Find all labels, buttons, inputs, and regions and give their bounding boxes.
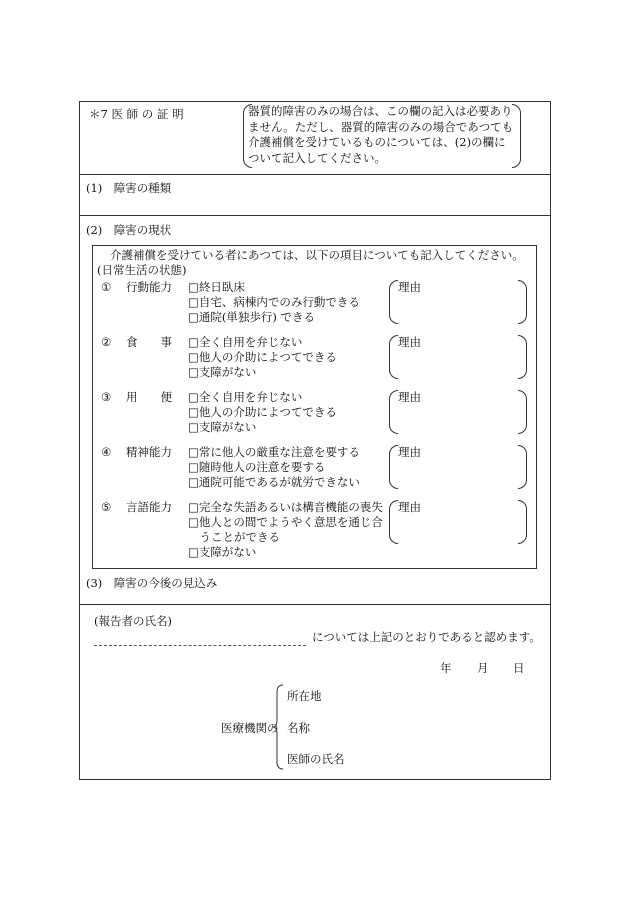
option-continuation: うことができる [188, 530, 280, 544]
reason-bracket-right [518, 445, 527, 489]
category-row [93, 445, 538, 505]
category-number: ④ [101, 445, 112, 459]
divider [80, 174, 550, 175]
date-month: 月 [477, 661, 489, 675]
field-doctor-name-label: 医師の氏名 [287, 752, 345, 766]
category-number: ① [101, 280, 112, 294]
reason-bracket-left [389, 500, 398, 544]
note-text: 器質的障害のみの場合は、この欄の記入は必要ありません。ただし、器質的障害のみの場合であつても介護補償を受けているものについては、(2)の欄について記入してください。 [248, 104, 514, 165]
option-checkbox[interactable]: □他人との間でようやく意思を通じ合 [188, 515, 383, 529]
option-checkbox[interactable]: □支障がない [188, 545, 257, 559]
institution-label: 医療機関の [221, 721, 279, 735]
reason-bracket-left [389, 390, 398, 434]
item-1-label: (1) 障害の種類 [86, 181, 172, 195]
divider [80, 604, 550, 605]
category-number: ② [101, 335, 112, 349]
field-address-label: 所在地 [287, 689, 322, 703]
category-row [93, 500, 538, 566]
certification-statement: については上記のとおりであると認めます。 [312, 630, 541, 644]
option-checkbox[interactable]: □完全な失語あるいは構音機能の喪失 [188, 500, 383, 514]
reason-label: 理由 [398, 280, 421, 294]
subheading: (日常生活の状態) [97, 263, 187, 277]
category-number: ③ [101, 390, 112, 404]
reason-bracket-right [518, 335, 527, 379]
reporter-name-line[interactable] [94, 645, 306, 646]
category-row [93, 335, 538, 395]
institution-brace [272, 684, 284, 770]
option-checkbox[interactable]: □支障がない [188, 365, 257, 379]
option-checkbox[interactable]: □通院(単独歩行) できる [188, 310, 315, 324]
category-name: 精神能力 [126, 445, 172, 459]
option-checkbox[interactable]: □終日臥床 [188, 280, 245, 294]
option-checkbox[interactable]: □全く自用を弁じない [188, 390, 303, 404]
medical-certificate-form [79, 101, 551, 780]
option-checkbox[interactable]: □通院可能であるが就労できない [188, 475, 360, 489]
reason-bracket-right [518, 390, 527, 434]
option-checkbox[interactable]: □常に他人の厳重な注意を要する [188, 445, 360, 459]
item-3-label: (3) 障害の今後の見込み [86, 576, 218, 590]
field-name-label: 名称 [287, 721, 310, 735]
option-checkbox[interactable]: □他人の介助によつてできる [188, 405, 337, 419]
date-day: 日 [513, 661, 525, 675]
option-checkbox[interactable]: □支障がない [188, 420, 257, 434]
note-box [243, 104, 521, 168]
reporter-name-label: (報告者の氏名) [94, 614, 172, 628]
section-7-title: ＊7 医 師 の 証 明 [89, 107, 184, 121]
reason-label: 理由 [398, 335, 421, 349]
category-name: 言語能力 [126, 500, 172, 514]
daily-living-status-box [92, 245, 537, 569]
category-name: 用 便 [126, 390, 172, 404]
reason-bracket-right [518, 500, 527, 544]
divider [80, 215, 550, 216]
category-number: ⑤ [101, 500, 112, 514]
category-name: 食 事 [126, 335, 172, 349]
option-checkbox[interactable]: □他人の介助によつてできる [188, 350, 337, 364]
reason-bracket-left [389, 280, 398, 324]
reason-label: 理由 [398, 445, 421, 459]
option-checkbox[interactable]: □全く自用を弁じない [188, 335, 303, 349]
instruction-text: 介護補償を受けている者にあつては、以下の項目についても記入してください。 [110, 248, 524, 262]
option-checkbox[interactable]: □随時他人の注意を要する [188, 460, 326, 474]
category-row [93, 390, 538, 450]
reason-label: 理由 [398, 500, 421, 514]
category-name: 行動能力 [126, 280, 172, 294]
option-checkbox[interactable]: □自宅、病棟内でのみ行動できる [188, 295, 360, 309]
date-year: 年 [440, 661, 452, 675]
reason-bracket-left [389, 335, 398, 379]
reason-bracket-right [518, 280, 527, 324]
category-row [93, 280, 538, 340]
reason-label: 理由 [398, 390, 421, 404]
reason-bracket-left [389, 445, 398, 489]
item-2-label: (2) 障害の現状 [86, 223, 172, 237]
